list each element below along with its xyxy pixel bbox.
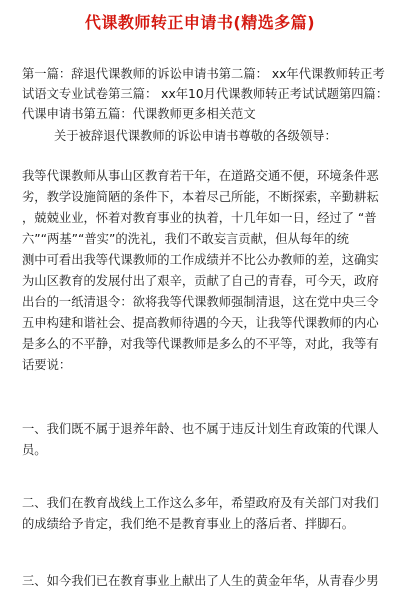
body-line: 劣，教学设施简陋的条件下，本着尽己所能，不断探索，辛勤耕耘	[22, 190, 379, 204]
toc-line: 代课申请书第五篇：代课教师更多相关范文	[22, 107, 256, 121]
body-line: 六”“两基”“普实”的洗礼，我们不敢妄言贡献，但从每年的统	[22, 232, 349, 246]
toc-line: 试语文专业试卷第三篇： xx年10月代课教师转正考试试题第四篇：	[22, 87, 389, 101]
point-1-line: 员。	[22, 443, 47, 457]
body-line: 五申构建和谐社会、提高教师待遇的今天，让我等代课教师的内心	[22, 316, 379, 330]
toc-line: 第一篇：辞退代课教师的诉讼申请书第二篇： xx年代课教师转正考	[22, 67, 385, 81]
body-line: 话要说：	[22, 358, 72, 372]
body-line: 测中可看出我等代课教师的工作成绩并不比公办教师的差，这确实	[22, 253, 379, 267]
point-2-line: 的成绩给予肯定，我们绝不是教育事业上的落后者、拌脚石。	[22, 517, 355, 531]
body-line: 是多么的不平静，对我等代课教师是多么的不平等，对此，我等有	[22, 337, 379, 351]
point-2-line: 二、我们在教育战线上工作这么多年，希望政府及有关部门对我们	[22, 496, 379, 510]
point-3-line: 三、如今我们已在教育事业上献出了人生的黄金年华，从青春少男	[22, 574, 379, 588]
document-title: 代课教师转正申请书(精选多篇)	[84, 13, 316, 32]
body-line: 出台的一纸清退令：欲将我等代课教师强制清退，这在党中央三令	[22, 295, 379, 309]
body-line: ，兢兢业业，怀着对教育事业的执着，十几年如一日，经过了 “普	[22, 211, 377, 225]
body-line: 为山区教育的发展付出了艰辛，贡献了自己的青春，可今天，政府	[22, 274, 379, 288]
point-1-line: 一、我们既不属于退养年龄、也不属于违反计划生育政策的代课人	[22, 422, 379, 436]
greeting-line: 关于被辞退代课教师的诉讼申请书尊敬的各级领导：	[54, 129, 337, 143]
body-line: 我等代课教师从事山区教育若干年，在道路交通不便，环境条件恶	[22, 169, 379, 183]
